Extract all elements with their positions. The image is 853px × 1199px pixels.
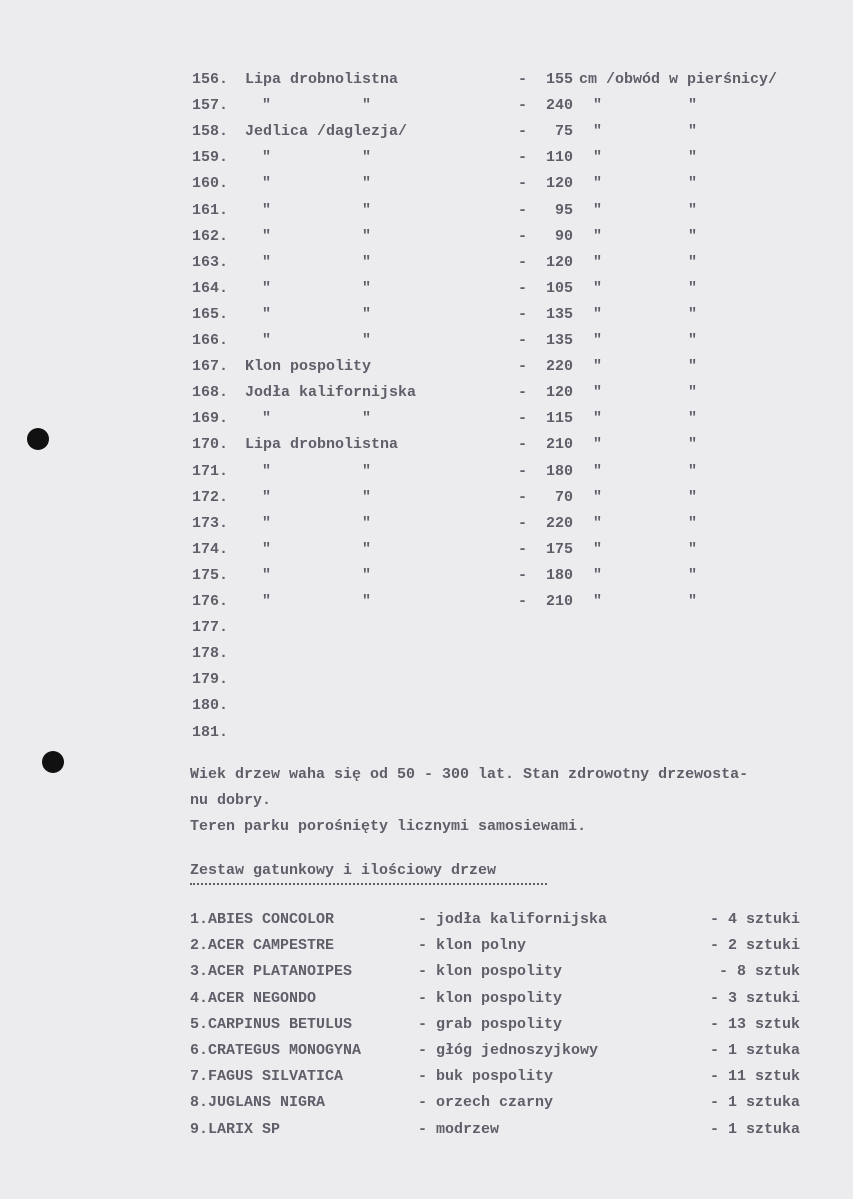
ditto-mark: "	[262, 540, 272, 558]
row-number: 175.	[192, 566, 229, 584]
punch-hole	[42, 751, 64, 773]
tree-count: - 1 sztuka	[709, 1094, 800, 1112]
ditto-mark: "	[262, 462, 272, 480]
row-number: 171.	[192, 462, 229, 480]
ditto-mark: "	[362, 201, 372, 219]
ditto-mark: "	[688, 201, 698, 219]
ditto-mark: "	[593, 566, 603, 584]
ditto-mark: "	[593, 201, 603, 219]
ditto-mark: "	[688, 305, 698, 323]
ditto-mark: "	[593, 332, 603, 349]
dash: -	[518, 593, 528, 610]
dash: -	[518, 540, 528, 558]
row-number: 180.	[192, 697, 229, 715]
ditto-mark: "	[688, 488, 698, 506]
ditto-mark: "	[362, 149, 372, 167]
ditto-mark: "	[688, 253, 698, 271]
dash: -	[518, 410, 528, 428]
circumference-value: 220	[545, 514, 573, 532]
title-underline	[190, 883, 547, 885]
row-number: 165.	[192, 305, 229, 323]
ditto-mark: "	[688, 462, 698, 480]
latin-name: 3.ACER PLATANOIPES	[190, 963, 353, 981]
ditto-mark: "	[262, 566, 272, 584]
dash: -	[518, 488, 528, 506]
ditto-mark: "	[688, 540, 698, 558]
row-number: 176.	[192, 593, 229, 610]
tree-count: - 1 sztuka	[709, 1042, 800, 1059]
ditto-mark: "	[262, 201, 272, 219]
tree-count: - 8 sztuk	[718, 963, 800, 981]
dash: -	[518, 514, 528, 532]
tree-count: - 13 sztuk	[709, 1015, 800, 1033]
ditto-mark: "	[688, 514, 698, 532]
circumference-value: 240	[545, 97, 573, 115]
ditto-mark: "	[593, 436, 603, 454]
row-number: 161.	[192, 201, 229, 219]
ditto-mark: "	[688, 358, 698, 376]
polish-name: - jodła kalifornijska	[418, 911, 608, 928]
ditto-mark: "	[688, 123, 698, 141]
ditto-mark: "	[593, 593, 603, 610]
dash: -	[518, 305, 528, 323]
ditto-mark: "	[593, 540, 603, 558]
row-number: 164.	[192, 279, 229, 297]
circumference-value: 110	[545, 149, 573, 167]
ditto-mark: "	[362, 514, 372, 532]
ditto-mark: "	[262, 253, 272, 271]
ditto-mark: "	[362, 97, 372, 115]
dash: -	[518, 332, 528, 349]
latin-name: 5.CARPINUS BETULUS	[190, 1015, 353, 1033]
ditto-mark: "	[262, 305, 272, 323]
ditto-mark: "	[593, 305, 603, 323]
row-number: 179.	[192, 671, 229, 689]
ditto-mark: "	[362, 566, 372, 584]
dash: -	[518, 123, 528, 141]
row-number: 168.	[192, 384, 229, 402]
circumference-value: 95	[554, 201, 573, 219]
latin-name: 1.ABIES CONCOLOR	[190, 911, 335, 928]
latin-name: 9.LARIX SP	[190, 1120, 281, 1138]
dash: -	[518, 384, 528, 402]
row-number: 160.	[192, 175, 229, 193]
ditto-mark: "	[593, 175, 603, 193]
circumference-value: 105	[545, 279, 573, 297]
ditto-mark: "	[688, 566, 698, 584]
ditto-mark: "	[688, 175, 698, 193]
row-number: 159.	[192, 149, 229, 167]
tree-count: - 11 sztuk	[709, 1068, 800, 1086]
row-number: 173.	[192, 514, 229, 532]
ditto-mark: "	[688, 436, 698, 454]
polish-name: - modrzew	[418, 1120, 500, 1138]
row-number: 178.	[192, 645, 229, 663]
row-number: 181.	[192, 723, 229, 741]
notes-line: Wiek drzew waha się od 50 - 300 lat. Stan zdrowotny drzewosta-	[190, 766, 749, 783]
latin-name: 7.FAGUS SILVATICA	[190, 1068, 344, 1086]
polish-name: - głóg jednoszyjkowy	[418, 1042, 599, 1059]
circumference-value: 210	[545, 593, 573, 610]
ditto-mark: "	[362, 593, 372, 610]
ditto-mark: "	[593, 358, 603, 376]
dash: -	[518, 71, 528, 88]
ditto-mark: "	[362, 253, 372, 271]
punch-hole	[27, 428, 49, 450]
ditto-mark: "	[362, 305, 372, 323]
polish-name: - klon polny	[418, 937, 527, 955]
ditto-mark: "	[262, 227, 272, 245]
ditto-mark: "	[688, 227, 698, 245]
ditto-mark: "	[593, 149, 603, 167]
ditto-mark: "	[362, 332, 372, 349]
dash: -	[518, 149, 528, 167]
dash: -	[518, 436, 528, 454]
dash: -	[518, 253, 528, 271]
ditto-mark: "	[593, 410, 603, 428]
row-number: 156.	[192, 71, 229, 88]
tree-count: - 1 sztuka	[709, 1120, 800, 1138]
row-number: 177.	[192, 619, 229, 637]
ditto-mark: "	[262, 332, 272, 349]
ditto-mark: "	[593, 462, 603, 480]
row-number: 169.	[192, 410, 229, 428]
row-number: 167.	[192, 358, 229, 376]
ditto-mark: "	[688, 279, 698, 297]
ditto-mark: "	[688, 332, 698, 349]
notes-line: Teren parku porośnięty licznymi samosiewami.	[190, 818, 587, 835]
circumference-value: 155	[545, 71, 573, 88]
row-number: 157.	[192, 97, 229, 115]
tree-count: - 3 sztuki	[709, 989, 800, 1007]
notes-line: nu dobry.	[190, 792, 272, 809]
ditto-mark: "	[262, 488, 272, 506]
tree-count: - 2 sztuki	[709, 937, 800, 955]
ditto-mark: "	[593, 253, 603, 271]
tree-species: Klon pospolity	[245, 358, 372, 376]
ditto-mark: "	[362, 540, 372, 558]
ditto-mark: "	[593, 514, 603, 532]
tree-species: Jedlica /daglezja/	[245, 123, 408, 141]
dash: -	[518, 279, 528, 297]
ditto-mark: "	[262, 410, 272, 428]
ditto-mark: "	[593, 488, 603, 506]
row-number: 170.	[192, 436, 229, 454]
ditto-mark: "	[688, 97, 698, 115]
tree-species: Lipa drobnolistna	[245, 436, 399, 454]
circumference-value: 70	[554, 488, 573, 506]
ditto-mark: "	[262, 593, 272, 610]
ditto-mark: "	[262, 149, 272, 167]
dash: -	[518, 462, 528, 480]
circumference-value: 135	[545, 332, 573, 349]
latin-name: 8.JUGLANS NIGRA	[190, 1094, 326, 1112]
circumference-value: 135	[545, 305, 573, 323]
dash: -	[518, 201, 528, 219]
circumference-value: 180	[545, 462, 573, 480]
ditto-mark: "	[362, 488, 372, 506]
dash: -	[518, 97, 528, 115]
tree-species: Jodła kalifornijska	[245, 384, 417, 402]
ditto-mark: "	[362, 410, 372, 428]
circumference-value: 90	[554, 227, 573, 245]
polish-name: - klon pospolity	[418, 963, 563, 981]
ditto-mark: "	[593, 97, 603, 115]
ditto-mark: "	[688, 593, 698, 610]
ditto-mark: "	[362, 227, 372, 245]
ditto-mark: "	[362, 175, 372, 193]
ditto-mark: "	[593, 227, 603, 245]
tree-count: - 4 sztuki	[709, 911, 800, 928]
latin-name: 2.ACER CAMPESTRE	[190, 937, 335, 955]
ditto-mark: "	[362, 462, 372, 480]
circumference-value: 115	[545, 410, 573, 428]
polish-name: - orzech czarny	[418, 1094, 554, 1112]
dash: -	[518, 566, 528, 584]
ditto-mark: "	[593, 123, 603, 141]
ditto-mark: "	[262, 514, 272, 532]
circumference-value: 120	[545, 384, 573, 402]
circumference-value: 210	[545, 436, 573, 454]
unit-note: cm /obwód w pierśnicy/	[579, 71, 778, 88]
dash: -	[518, 358, 528, 376]
ditto-mark: "	[593, 384, 603, 402]
latin-name: 4.ACER NEGONDO	[190, 989, 317, 1007]
ditto-mark: "	[688, 149, 698, 167]
polish-name: - buk pospolity	[418, 1068, 554, 1086]
ditto-mark: "	[593, 279, 603, 297]
ditto-mark: "	[688, 384, 698, 402]
dash: -	[518, 175, 528, 193]
row-number: 166.	[192, 332, 229, 349]
tree-species: Lipa drobnolistna	[245, 71, 399, 88]
circumference-value: 120	[545, 253, 573, 271]
circumference-value: 175	[545, 540, 573, 558]
row-number: 163.	[192, 253, 229, 271]
row-number: 162.	[192, 227, 229, 245]
circumference-value: 220	[545, 358, 573, 376]
row-number: 172.	[192, 488, 229, 506]
species-section-title: Zestaw gatunkowy i ilościowy drzew	[190, 862, 497, 879]
row-number: 158.	[192, 123, 229, 141]
circumference-value: 180	[545, 566, 573, 584]
circumference-value: 75	[554, 123, 573, 141]
dash: -	[518, 227, 528, 245]
circumference-value: 120	[545, 175, 573, 193]
ditto-mark: "	[362, 279, 372, 297]
polish-name: - klon pospolity	[418, 989, 563, 1007]
ditto-mark: "	[262, 175, 272, 193]
ditto-mark: "	[688, 410, 698, 428]
polish-name: - grab pospolity	[418, 1015, 563, 1033]
latin-name: 6.CRATEGUS MONOGYNA	[190, 1042, 362, 1059]
row-number: 174.	[192, 540, 229, 558]
ditto-mark: "	[262, 97, 272, 115]
ditto-mark: "	[262, 279, 272, 297]
